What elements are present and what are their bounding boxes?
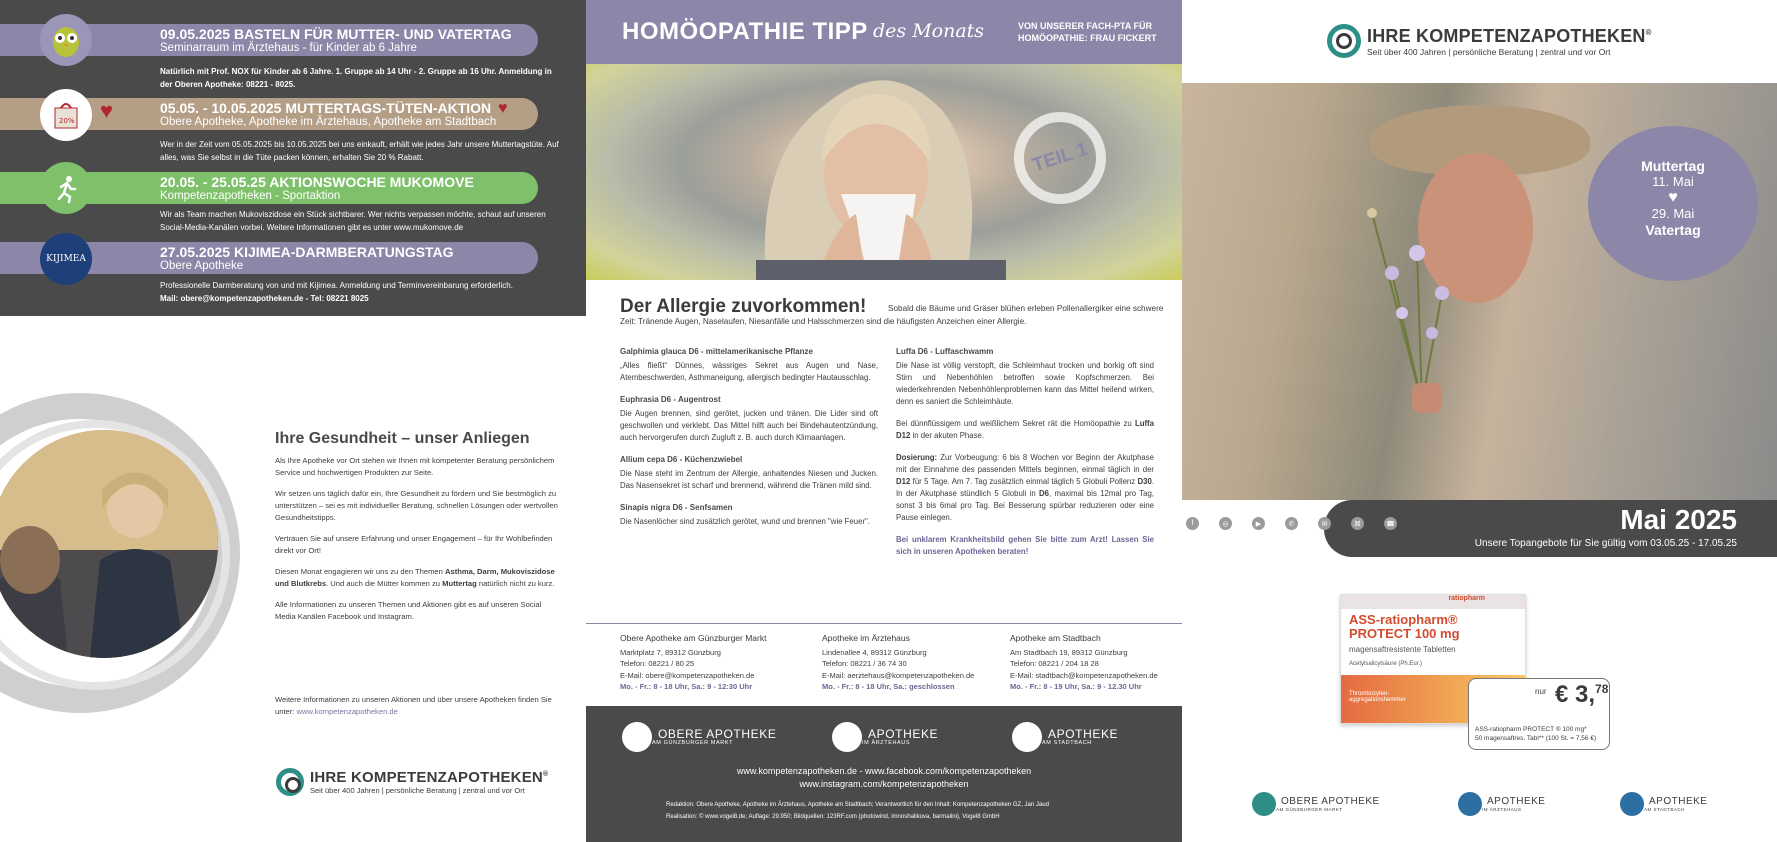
logo-apotheke-stadtbach: APOTHEKE AM STADTBACH: [1012, 722, 1118, 752]
whatsapp-icon[interactable]: ✆: [1285, 517, 1298, 530]
event-4-title: 27.05.2025 KIJIMEA-DARMBERATUNGSTAG: [160, 244, 454, 260]
heart-icon: ♥: [498, 100, 508, 117]
credits-line-2: Realisation: © www.vogel8.de; Auflage: 29.950; Bildquellen: 123RF.com (photowind, imnoshalikova, barmalini), Vogel8 GmbH: [666, 814, 1000, 820]
kompetenzapotheken-logo: IHRE KOMPETENZAPOTHEKEN® Seit über 400 Jahren | persönliche Beratung | zentral und vor Ort: [276, 768, 548, 796]
web-links[interactable]: www.kompetenzapotheken.de - www.facebook.com/kompetenzapotheken: [736, 766, 1032, 776]
event-3-subtitle: Kompetenzapotheken - Sportaktion: [160, 190, 341, 202]
address-stadtbach: Apotheke am Stadtbach Am Stadtbach 19, 89312 Günzburg Telefon: 08221 / 204 18 28 E-Mail: stadtbach@kompetenzapotheken.de Mo. - Fr.: 8 - 19 Uhr, Sa.: 9 - 12.30 Uhr: [1010, 633, 1158, 691]
mail-icon[interactable]: ✉: [1318, 517, 1331, 530]
pharmacy-a-icon: [1012, 722, 1042, 752]
offers-header: [1182, 0, 1777, 83]
event-2-desc: Wer in der Zeit vom 05.05.2025 bis 10.05.2025 bei uns einkauft, erhält wie jedes Jahr unsere Muttertagstüte. Auf alles, was Sie selbst in die Tüte packen können, erhalten Sie 20 % Rabatt.: [160, 140, 559, 162]
pharmacy-a-icon: [1458, 792, 1482, 816]
website-link[interactable]: www.kompetenzapotheken.de: [296, 707, 398, 716]
event-1-title: 09.05.2025 BASTELN FÜR MUTTER- UND VATERTAG: [160, 26, 512, 42]
credits-line-1: Redaktion: Obere Apotheke, Apotheke im Ärztehaus, Apotheke am Stadtbach; Verantwortlich für den Inhalt: Kompetenzapotheken GZ, Jan Jaud: [666, 802, 1049, 808]
facebook-icon[interactable]: f: [1186, 517, 1199, 530]
panel-offers: [1182, 0, 1777, 842]
events-section: [0, 0, 586, 316]
event-4-subtitle: Obere Apotheke: [160, 260, 244, 272]
part-badge: TEIL 1: [1014, 112, 1106, 204]
logo-apotheke-stadtbach: APOTHEKE AM STADTBACH: [1620, 792, 1707, 816]
phone-icon[interactable]: ☎: [1384, 517, 1397, 530]
svg-text:20%: 20%: [59, 117, 75, 125]
pharmacy-a-icon: [1252, 792, 1276, 816]
kompetenz-mark-icon: [1327, 24, 1361, 58]
divider: [586, 623, 1182, 624]
homeopathy-title: HOMÖOPATHIE TIPP: [622, 18, 868, 45]
heart-icon: ♥: [1668, 189, 1678, 206]
pharmacy-staff-photo: [0, 430, 218, 658]
mothers-fathers-day-badge: Muttertag 11. Mai ♥ 29. Mai Vatertag: [1588, 126, 1758, 281]
consult-warning: Bei unklarem Krankheitsbild gehen Sie bitte zum Arzt! Lassen Sie sich in unseren Apotheken beraten!: [896, 535, 1154, 556]
ass-product-box: ratiopharm ASS-ratiopharm® PROTECT 100 mg magensaftresistente Tabletten Acetylsalicylsäure (Ph.Eur.) Thrombozyten-aggregationshemmer: [1340, 594, 1526, 724]
event-2-subtitle: Obere Apotheke, Apotheke im Ärztehaus, Apotheke am Stadtbach: [160, 116, 497, 128]
pharmacy-a-icon: [832, 722, 862, 752]
social-icons: [1186, 517, 1397, 530]
kompetenz-mark-icon: [276, 768, 304, 796]
kijimea-logo: KIJIMEA: [40, 233, 92, 285]
pharmacy-a-icon: [622, 722, 652, 752]
event-2-title: 05.05. - 10.05.2025 MUTTERTAGS-TÜTEN-AKTION: [160, 100, 492, 116]
offer-validity: Unsere Topangebote für Sie gültig vom 03.05.25 - 17.05.25: [1474, 538, 1737, 549]
event-4-desc: Professionelle Darmberatung von und mit Kijimea. Anmeldung und Terminvereinbarung erforderlich. Mail: obere@kompetenzapotheken.de - Tel: 08221 8025: [160, 281, 513, 303]
logo-obere-apotheke: OBERE APOTHEKE AM GÜNZBURGER MARKT: [1252, 792, 1380, 816]
owl-icon: [40, 14, 92, 66]
panel-events: [0, 0, 586, 842]
pharmacy-a-icon: [1620, 792, 1644, 816]
event-3-desc: Wir als Team machen Mukoviszidose ein Stück sichtbarer. Wer nichts verpassen möchte, schaut auf unseren Social-Media-Kanälen vorbei. Weitere Informationen gibt es unter www.mukomove.de: [160, 210, 546, 232]
homeopathy-header: [586, 0, 1182, 64]
gift-bag-icon: [40, 89, 92, 141]
month-title: Mai 2025: [1620, 504, 1737, 535]
logo-apotheke-aerztehaus: APOTHEKE IM ÄRZTEHAUS: [832, 722, 938, 752]
kompetenzapotheken-logo: IHRE KOMPETENZAPOTHEKEN® Seit über 400 Jahren | persönliche Beratung | zentral und vor Ort: [1327, 24, 1652, 58]
homeopathy-script: des Monats: [873, 20, 985, 42]
flower-bouquet: [1332, 153, 1462, 413]
runner-icon: [40, 162, 92, 214]
logo-obere-apotheke: OBERE APOTHEKE AM GÜNZBURGER MARKT: [622, 722, 776, 752]
woman-with-flowers-photo: [1182, 83, 1777, 500]
youtube-icon[interactable]: ▶: [1252, 517, 1265, 530]
remedies-right-column: Luffa D6 - Luffaschwamm Die Nase ist völlig verstopft, die Schleimhaut trocken und borkig oft sind Stirn und Nebenhöhlen betroffen sowie Kopfschmerzen. Bei wiederkehrenden Nebenhöhlenproblemen kann das Mittel heilend wirken, denn es saniert die Schleimhäute. Bei dünnflüssigem und weißlichem Sekret rät die Homöopathie zu Luffa D12 in der akuten Phase. Dosierung: Zur Vorbeugung: 6 bis 8 Wochen vor Beginn der Akutphase mit der Einnahme des passenden Mittels beginnen, einmal täglich in der D12 für 5 Tage. Am 7. Tag zusätzlich einmal täglich 5 Globuli Pollenz D30. In der Akutphase stündlich 5 Globuli in D6, maximal bis 12mal pro Tag, sonst 3 bis 6mal pro Tag. Bei Besserung spürbar reduzieren oder eine Pause einlegen. Bei unklarem Krankheitsbild gehen Sie bitte zum Arzt! Lassen Sie sich in unseren Apotheken beraten!: [896, 347, 1154, 556]
address-aerztehaus: Apotheke im Ärztehaus Lindenallee 4, 89312 Günzburg Telefon: 08221 / 36 74 30 E-Mail: aerztehaus@kompetenzapotheken.de Mo. - Fr.: 8 - 18 Uhr, Sa.: geschlossen: [822, 633, 975, 691]
logo-apotheke-aerztehaus: APOTHEKE IM ÄRZTEHAUS: [1458, 792, 1545, 816]
event-3-title: 20.05. - 25.05.25 AKTIONSWOCHE MUKOMOVE: [160, 174, 474, 190]
event-1-desc: Natürlich mit Prof. NOX für Kinder ab 6 Jahre. 1. Gruppe ab 14 Uhr - 2. Gruppe ab 16 Uhr. Anmeldung in der Oberen Apotheke: 08221 - 8025.: [160, 67, 552, 89]
allergy-intro: Sobald die Bäume und Gräser blühen erleben Pollenallergiker eine schwere Zeit: Tränende Augen, Naselaufen, Niesanfälle und Halsschmerzen sind die häufigsten Anzeichen einer Allergie.: [620, 304, 1164, 326]
homeopathy-author: VON UNSERER FACH-PTA FÜR HOMÖOPATHIE: FRAU FICKERT: [1018, 21, 1157, 43]
health-title: Ihre Gesundheit – unser Anliegen: [275, 430, 530, 447]
sneezing-woman-photo: [586, 64, 1182, 280]
allergy-headline: Der Allergie zuvorkommen!: [620, 296, 867, 317]
instagram-icon[interactable]: ◎: [1219, 517, 1232, 530]
panel-homeopathy: [586, 0, 1182, 842]
heart-icon: ♥: [100, 98, 114, 123]
event-1-subtitle: Seminarraum im Ärztehaus - für Kinder ab 6 Jahre: [160, 42, 417, 54]
health-body: Als Ihre Apotheke vor Ort stehen wir Ihnen mit kompetenter Beratung persönlichem Service und hochwertigen Produkten zur Seite. Wir setzen uns täglich dafür ein, Ihre Gesundheit zu fördern und Sie bestmöglich zu unterstützen – sei es mit individueller Beratung, schnellen Lösungen oder wertvollen Gesundheitstipps. Vertrauen Sie auf unsere Erfahrung und unser Engagement – für Ihr Wohlbefinden direkt vor Ort! Diesen Monat engagieren wir uns zu den Themen Asthma, Darm, Mukoviszidose und Blutkrebs. Und auch die Mütter kommen zu Muttertag natürlich nicht zu kurz. Alle Informationen zu unseren Themen und Aktionen gibt es auf unseren Social Media Kanälen Facebook und Instagram.: [275, 456, 558, 621]
remedies-left-column: Galphimia glauca D6 - mittelamerikanische Pflanze „Alles fließt“ Dünnes, wässriges Sekret aus Augen und Nase, Atembeschwerden, Asthmaneigung, allergisch bedingter Hautausschlag. Euphrasia D6 - Augentrost Die Augen brennen, sind gerötet, jucken und tränen. Die Lider sind oft geschwollen und verklebt. Das Mittel hilft auch bei Bindehautentzündung, auch hervorgerufen durch Zugluft z. B. auch durch Klimaanlagen. Allium cepa D6 - Küchenzwiebel Die Nase steht im Zentrum der Allergie, anhaltendes Niesen und Jucken. Das Nasensekret ist scharf und brennend, während die Tränen mild sind. Sinapis nigra D6 - Senfsamen Die Nasenlöcher sind zusätzlich gerötet, wund und brennen "wie Feuer".: [620, 347, 878, 526]
price-tag: nur € 3,78 ASS-ratiopharm PROTECT ® 100 mg* 50 magensaftres. Tabl** (100 St. = 7,56 €): [1468, 678, 1610, 750]
address-obere: Obere Apotheke am Günzburger Markt Marktplatz 7, 89312 Günzburg Telefon: 08221 / 80 25 E-Mail: obere@kompetenzapotheken.de Mo. - Fr.: 8 - 18 Uhr, Sa.: 9 - 12:30 Uhr: [620, 633, 767, 691]
more-info: Weitere Informationen zu unseren Aktionen und über unsere Apotheken finden Sie unter: www.kompetenzapotheken.de: [275, 695, 552, 716]
instagram-link[interactable]: www.instagram.com/kompetenzapotheken: [799, 779, 969, 789]
web-icon[interactable]: ⌘: [1351, 517, 1364, 530]
footer: [586, 706, 1182, 842]
